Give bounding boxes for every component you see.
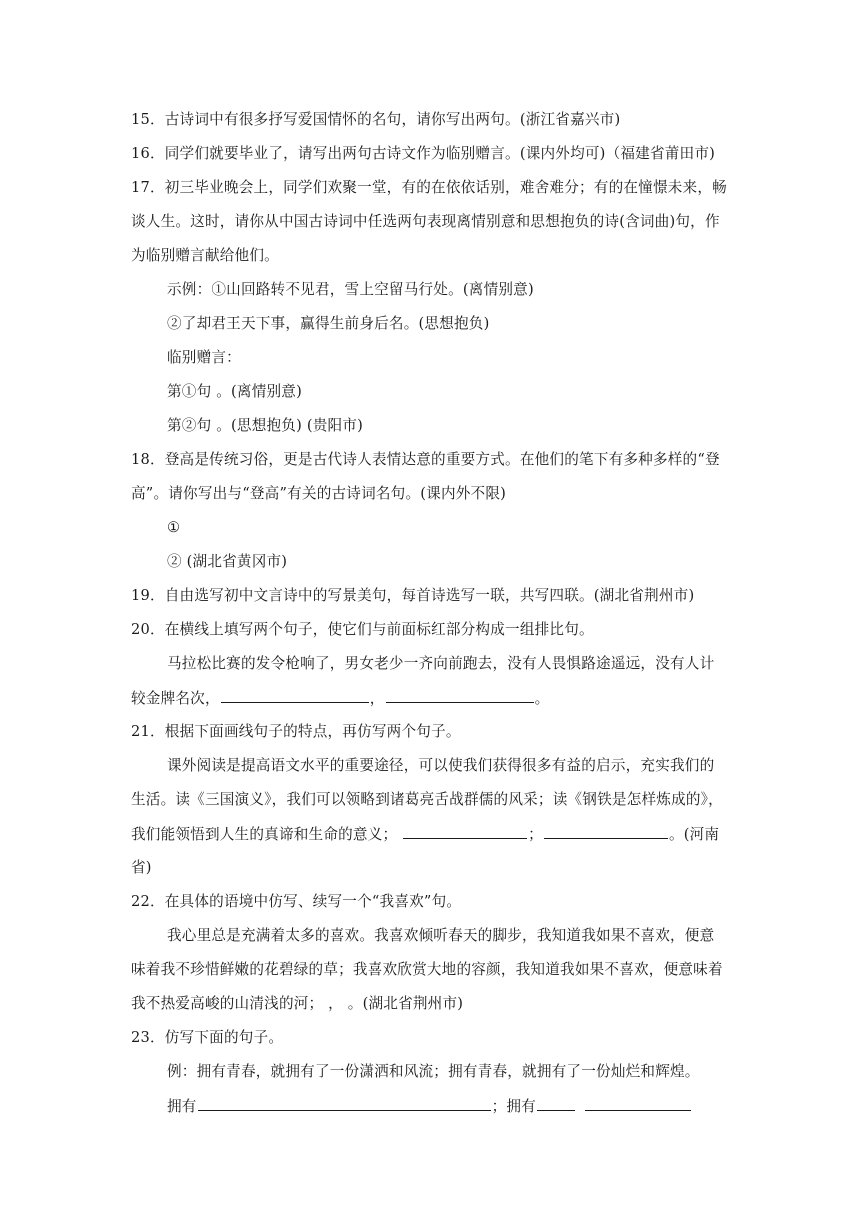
q20-passage-text: 较金牌名次， [131,690,220,707]
question-17-line-2: 谈人生。这时，请你从中国古诗词中任选两句表现离情别意和思想抱负的诗(含词曲)句，作 [131,213,720,230]
q21-source: 。(河南 [668,826,720,843]
q18-answer-2: ② (湖北省黄冈市) [167,553,288,570]
question-21: 21．根据下面画线句子的特点，再仿写两个句子。 [131,723,461,740]
question-18-line-2: 高”。请你写出与“登高”有关的古诗词名句。(课内外不限) [131,485,507,502]
answer-blank[interactable] [386,688,534,703]
question-19: 19．自由选写初中文言诗中的写景美句，每首诗选写一联，共写四联。(湖北省荆州市) [131,587,695,604]
answer-blank[interactable] [198,1096,491,1111]
q17-example-2: ②了却君王天下事，赢得生前身后名。(思想抱负) [167,315,490,332]
q22-passage-line-2: 味着我不珍惜鲜嫩的花碧绿的草；我喜欢欣赏大地的容颜，我知道我如果不喜欢，便意味着 [131,961,723,978]
question-23: 23．仿写下面的句子。 [131,1029,284,1046]
q20-period: 。 [534,690,550,707]
q21-passage-text: 我们能领悟到人生的真谛和生命的意义； [131,826,403,843]
q21-passage-line-3 [131,824,719,845]
q20-passage-line-2 [131,688,549,709]
answer-blank[interactable] [221,688,369,703]
q21-passage-line-2: 生活。读《三国演义》，我们可以领略到诸葛亮舌战群儒的风采；读《钢铁是怎样炼成的》， [131,791,723,808]
q22-passage-line-1: 我心里总是充满着太多的喜欢。我喜欢倾听春天的脚步，我知道我如果不喜欢，便意 [167,927,715,944]
q17-answer-2: 第②句 。(思想抱负) (贵阳市) [167,417,363,434]
q23-answer-line [167,1096,692,1117]
q23-example: 例：拥有青春，就拥有了一份潇洒和风流；拥有青春，就拥有了一份灿烂和辉煌。 [167,1063,700,1080]
q23-separator: ；拥有 [491,1098,536,1115]
q22-passage-line-3: 我不热爱高峻的山清浅的河； ， 。(湖北省荆州市) [131,995,464,1012]
q21-passage-line-1: 课外阅读是提高语文水平的重要途径，可以使我们获得很多有益的启示，充实我们的 [167,757,715,774]
answer-blank[interactable] [537,1096,575,1111]
q21-passage-line-4: 省) [131,859,152,876]
question-22: 22．在具体的语境中仿写、续写一个“我喜欢”句。 [131,893,462,910]
question-15: 15．古诗词中有很多抒写爱国情怀的名句，请你写出两句。(浙江省嘉兴市) [131,111,621,128]
answer-blank[interactable] [403,824,527,839]
q20-passage-line-1: 马拉松比赛的发令枪响了，男女老少一齐向前跑去，没有人畏惧路途遥远，没有人计 [167,655,715,672]
question-18-line-1: 18．登高是传统习俗，更是古代诗人表情达意的重要方式。在他们的笔下有多种多样的“登 [131,451,720,468]
question-17-line-1: 17．初三毕业晚会上，同学们欢聚一堂，有的在依依话别，难舍难分；有的在憧憬未来，畅 [131,179,727,196]
q20-separator: ， [369,690,385,707]
question-20: 20．在横线上填写两个句子，使它们与前面标红部分构成一组排比句。 [131,621,594,638]
q17-answer-1: 第①句 。(离情别意) [167,383,302,400]
q23-lead: 拥有 [167,1098,197,1115]
q17-farewell-label: 临别赠言： [167,349,241,366]
answer-blank[interactable] [585,1096,691,1111]
q17-example-1: 示例：①山回路转不见君，雪上空留马行处。(离情别意) [167,281,534,298]
q18-answer-1: ① [167,519,181,536]
q21-separator: ； [528,826,543,843]
answer-blank[interactable] [544,824,668,839]
question-16: 16．同学们就要毕业了，请写出两句古诗文作为临别赠言。(课内外均可)（福建省莆田市) [131,145,716,162]
question-17-line-3: 为临别赠言献给他们。 [131,247,279,264]
